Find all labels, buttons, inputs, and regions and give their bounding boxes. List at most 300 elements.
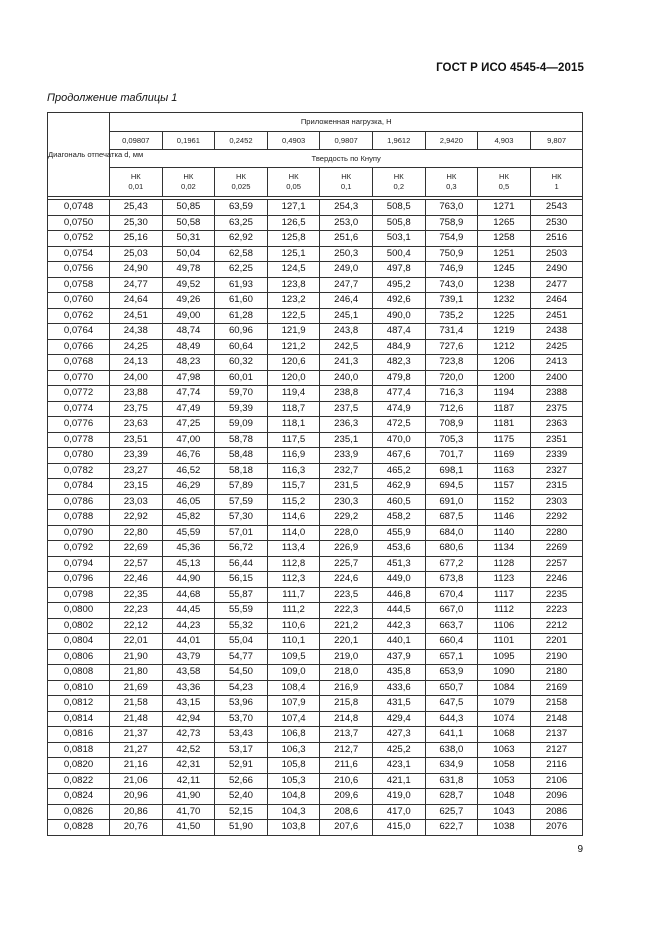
hardness-cell: 49,00 [162,308,215,324]
hardness-cell: 254,3 [320,200,373,216]
hardness-cell: 739,1 [425,293,478,309]
hardness-cell: 55,59 [215,603,268,619]
hardness-cell: 63,59 [215,200,268,216]
hardness-cell: 1232 [478,293,531,309]
table-row [48,246,583,262]
hardness-cell: 224,6 [320,572,373,588]
hk-scale-header [372,168,425,197]
table-row [48,603,583,619]
diagonal-cell: 0,0792 [48,541,110,557]
hardness-cell: 48,49 [162,339,215,355]
diagonal-cell: 0,0788 [48,510,110,526]
hardness-cell: 21,37 [110,727,163,743]
hardness-cell: 622,7 [425,820,478,836]
hardness-cell: 250,3 [320,246,373,262]
hardness-cell: 55,04 [215,634,268,650]
hardness-cell: 109,0 [267,665,320,681]
hk-label: НК [183,172,194,181]
diagonal-cell: 0,0800 [48,603,110,619]
hardness-cell: 2235 [530,587,583,603]
hardness-cell: 1219 [478,324,531,340]
hardness-cell: 23,15 [110,479,163,495]
hardness-cell: 207,6 [320,820,373,836]
diagonal-cell: 0,0760 [48,293,110,309]
hardness-cell: 2076 [530,820,583,836]
hardness-cell: 701,7 [425,448,478,464]
hardness-cell: 231,5 [320,479,373,495]
hardness-cell: 48,23 [162,355,215,371]
hardness-cell: 110,6 [267,618,320,634]
hk-scale-value: 0,2 [393,182,405,191]
hardness-cell: 2327 [530,463,583,479]
table-row [48,510,583,526]
hardness-cell: 22,12 [110,618,163,634]
hardness-cell: 2106 [530,773,583,789]
hardness-cell: 52,40 [215,789,268,805]
hardness-cell: 49,26 [162,293,215,309]
hardness-cell: 1187 [478,401,531,417]
hardness-cell: 223,5 [320,587,373,603]
hardness-cell: 1095 [478,649,531,665]
hk-scale-header [425,168,478,197]
hardness-cell: 228,0 [320,525,373,541]
table-row [48,758,583,774]
hardness-cell: 433,6 [372,680,425,696]
load-value-header: 4,903 [478,132,531,150]
hardness-cell: 116,9 [267,448,320,464]
hardness-cell: 2223 [530,603,583,619]
hardness-cell: 423,1 [372,758,425,774]
hardness-cell: 653,9 [425,665,478,681]
hk-scale-value: 0,1 [340,182,352,191]
hk-scale-header [320,168,373,197]
diagonal-cell: 0,0820 [48,758,110,774]
hardness-cell: 1038 [478,820,531,836]
hardness-cell: 458,2 [372,510,425,526]
hardness-cell: 111,7 [267,587,320,603]
table-header [48,113,583,197]
hardness-cell: 50,04 [162,246,215,262]
hardness-cell: 106,3 [267,742,320,758]
hardness-cell: 25,03 [110,246,163,262]
hk-scale-value: 0,02 [181,182,196,191]
hardness-cell: 23,27 [110,463,163,479]
diagonal-cell: 0,0758 [48,277,110,293]
hardness-cell: 2400 [530,370,583,386]
hardness-cell: 21,27 [110,742,163,758]
hardness-cell: 46,76 [162,448,215,464]
hardness-cell: 1053 [478,773,531,789]
hardness-cell: 638,0 [425,742,478,758]
diagonal-cell: 0,0784 [48,479,110,495]
table-row [48,200,583,216]
hardness-cell: 238,8 [320,386,373,402]
hardness-cell: 1181 [478,417,531,433]
hk-label: НК [551,172,562,181]
diagonal-cell: 0,0752 [48,231,110,247]
table-row [48,277,583,293]
hardness-cell: 437,9 [372,649,425,665]
hardness-cell: 1157 [478,479,531,495]
hardness-cell: 691,0 [425,494,478,510]
hardness-cell: 705,3 [425,432,478,448]
hardness-cell: 2388 [530,386,583,402]
diagonal-cell: 0,0776 [48,417,110,433]
table-row [48,231,583,247]
hardness-cell: 431,5 [372,696,425,712]
hardness-cell: 46,05 [162,494,215,510]
hardness-cell: 694,5 [425,479,478,495]
hardness-cell: 50,58 [162,215,215,231]
hardness-cell: 24,51 [110,308,163,324]
hardness-cell: 249,0 [320,262,373,278]
hardness-cell: 698,1 [425,463,478,479]
hardness-cell: 673,8 [425,572,478,588]
table-row [48,742,583,758]
hardness-cell: 2303 [530,494,583,510]
hardness-cell: 479,8 [372,370,425,386]
hk-scale-header [215,168,268,197]
table-row [48,665,583,681]
table-row [48,572,583,588]
diagonal-cell: 0,0750 [48,215,110,231]
hardness-cell: 663,7 [425,618,478,634]
hardness-cell: 2425 [530,339,583,355]
diagonal-cell: 0,0780 [48,448,110,464]
hardness-cell: 235,1 [320,432,373,448]
hardness-cell: 45,59 [162,525,215,541]
hardness-cell: 43,58 [162,665,215,681]
diagonal-cell: 0,0814 [48,711,110,727]
hardness-cell: 24,77 [110,277,163,293]
hardness-cell: 482,3 [372,355,425,371]
hardness-cell: 108,4 [267,680,320,696]
hardness-cell: 230,3 [320,494,373,510]
diagonal-cell: 0,0782 [48,463,110,479]
hardness-cell: 215,8 [320,696,373,712]
hardness-cell: 22,46 [110,572,163,588]
load-value-header: 0,4903 [267,132,320,150]
table-row [48,401,583,417]
diagonal-cell: 0,0810 [48,680,110,696]
hardness-cell: 495,2 [372,277,425,293]
hk-scale-header [267,168,320,197]
hardness-cell: 497,8 [372,262,425,278]
hardness-cell: 42,31 [162,758,215,774]
hardness-cell: 51,90 [215,820,268,836]
hardness-cell: 708,9 [425,417,478,433]
hardness-cell: 1112 [478,603,531,619]
diagonal-cell: 0,0794 [48,556,110,572]
knoop-hardness-table [47,112,583,836]
table-row [48,804,583,820]
hardness-cell: 61,93 [215,277,268,293]
hardness-cell: 124,5 [267,262,320,278]
hardness-cell: 477,4 [372,386,425,402]
hardness-cell: 126,5 [267,215,320,231]
hardness-cell: 119,4 [267,386,320,402]
hardness-cell: 1043 [478,804,531,820]
table-row [48,370,583,386]
table-row [48,355,583,371]
hardness-cell: 60,64 [215,339,268,355]
hardness-cell: 716,3 [425,386,478,402]
hardness-cell: 660,4 [425,634,478,650]
scales-row [48,168,583,197]
hardness-cell: 55,87 [215,587,268,603]
hardness-cell: 24,38 [110,324,163,340]
hardness-cell: 121,9 [267,324,320,340]
hardness-cell: 56,44 [215,556,268,572]
hardness-cell: 45,13 [162,556,215,572]
diagonal-header: Диагональ отпечатка d, мм [48,113,110,197]
hardness-cell: 1251 [478,246,531,262]
table-row [48,541,583,557]
hardness-cell: 22,23 [110,603,163,619]
hardness-cell: 1074 [478,711,531,727]
hardness-cell: 107,9 [267,696,320,712]
hardness-cell: 210,6 [320,773,373,789]
hardness-cell: 442,3 [372,618,425,634]
diagonal-cell: 0,0824 [48,789,110,805]
hardness-cell: 657,1 [425,649,478,665]
hardness-cell: 667,0 [425,603,478,619]
hardness-cell: 21,69 [110,680,163,696]
table-row [48,820,583,836]
hardness-cell: 114,6 [267,510,320,526]
diagonal-cell: 0,0798 [48,587,110,603]
hardness-cell: 52,15 [215,804,268,820]
table-row [48,773,583,789]
hardness-cell: 21,16 [110,758,163,774]
hardness-cell: 125,1 [267,246,320,262]
hardness-cell: 2127 [530,742,583,758]
hardness-cell: 211,6 [320,758,373,774]
hardness-cell: 484,9 [372,339,425,355]
hardness-cell: 225,7 [320,556,373,572]
hardness-cell: 115,7 [267,479,320,495]
hardness-cell: 490,0 [372,308,425,324]
load-value-header: 2,9420 [425,132,478,150]
hardness-cell: 1106 [478,618,531,634]
hardness-cell: 2438 [530,324,583,340]
hardness-cell: 680,6 [425,541,478,557]
hardness-cell: 209,6 [320,789,373,805]
hardness-cell: 57,01 [215,525,268,541]
hardness-cell: 750,9 [425,246,478,262]
hardness-cell: 62,58 [215,246,268,262]
hardness-cell: 61,60 [215,293,268,309]
hardness-cell: 117,5 [267,432,320,448]
hardness-cell: 2086 [530,804,583,820]
table-row [48,417,583,433]
hardness-cell: 22,01 [110,634,163,650]
hardness-cell: 1194 [478,386,531,402]
hardness-cell: 631,8 [425,773,478,789]
hardness-cell: 21,90 [110,649,163,665]
hardness-cell: 253,0 [320,215,373,231]
hardness-cell: 110,1 [267,634,320,650]
hardness-cell: 236,3 [320,417,373,433]
hardness-cell: 237,5 [320,401,373,417]
hardness-cell: 460,5 [372,494,425,510]
hardness-cell: 1048 [478,789,531,805]
hardness-cell: 2116 [530,758,583,774]
diagonal-cell: 0,0826 [48,804,110,820]
hardness-cell: 42,94 [162,711,215,727]
table-row [48,479,583,495]
hardness-cell: 21,06 [110,773,163,789]
hardness-cell: 41,70 [162,804,215,820]
hardness-cell: 52,91 [215,758,268,774]
hardness-cell: 641,1 [425,727,478,743]
hardness-cell: 2201 [530,634,583,650]
hardness-cell: 2503 [530,246,583,262]
hk-scale-header [530,168,583,197]
hardness-cell: 44,23 [162,618,215,634]
hardness-cell: 1084 [478,680,531,696]
page-number: 9 [577,844,583,855]
hardness-cell: 505,8 [372,215,425,231]
diagonal-cell: 0,0762 [48,308,110,324]
hardness-cell: 219,0 [320,649,373,665]
hardness-cell: 46,29 [162,479,215,495]
hardness-cell: 712,6 [425,401,478,417]
hardness-cell: 240,0 [320,370,373,386]
hardness-cell: 60,96 [215,324,268,340]
hardness-cell: 214,8 [320,711,373,727]
hardness-cell: 417,0 [372,804,425,820]
hardness-cell: 425,2 [372,742,425,758]
hardness-cell: 449,0 [372,572,425,588]
hardness-cell: 2543 [530,200,583,216]
hardness-cell: 2451 [530,308,583,324]
diagonal-cell: 0,0778 [48,432,110,448]
hardness-cell: 118,1 [267,417,320,433]
hardness-cell: 415,0 [372,820,425,836]
hardness-cell: 123,2 [267,293,320,309]
hardness-cell: 111,2 [267,603,320,619]
hardness-cell: 508,5 [372,200,425,216]
diagonal-cell: 0,0806 [48,649,110,665]
hardness-cell: 114,0 [267,525,320,541]
diagonal-cell: 0,0786 [48,494,110,510]
hardness-cell: 121,2 [267,339,320,355]
hardness-cell: 2137 [530,727,583,743]
hardness-cell: 106,8 [267,727,320,743]
loads-row [48,132,583,150]
hardness-cell: 57,89 [215,479,268,495]
hardness-cell: 59,09 [215,417,268,433]
hardness-cell: 421,1 [372,773,425,789]
hardness-cell: 53,17 [215,742,268,758]
hardness-cell: 2246 [530,572,583,588]
table-row [48,680,583,696]
hardness-cell: 24,90 [110,262,163,278]
hardness-cell: 1206 [478,355,531,371]
hardness-cell: 216,9 [320,680,373,696]
hardness-cell: 50,85 [162,200,215,216]
hardness-cell: 251,6 [320,231,373,247]
hardness-cell: 23,51 [110,432,163,448]
hardness-cell: 213,7 [320,727,373,743]
table-row [48,649,583,665]
hardness-cell: 48,74 [162,324,215,340]
hardness-cell: 53,43 [215,727,268,743]
hardness-cell: 41,90 [162,789,215,805]
hardness-cell: 112,8 [267,556,320,572]
hardness-cell: 112,3 [267,572,320,588]
hardness-cell: 2190 [530,649,583,665]
hardness-cell: 23,39 [110,448,163,464]
table-row [48,463,583,479]
hardness-cell: 53,96 [215,696,268,712]
hardness-cell: 670,4 [425,587,478,603]
hardness-cell: 1063 [478,742,531,758]
hardness-cell: 2339 [530,448,583,464]
hardness-cell: 54,23 [215,680,268,696]
hardness-cell: 58,78 [215,432,268,448]
hardness-cell: 122,5 [267,308,320,324]
table-body [48,200,583,836]
table-row [48,711,583,727]
load-value-header: 0,2452 [215,132,268,150]
table-row [48,789,583,805]
hardness-cell: 50,31 [162,231,215,247]
hardness-cell: 625,7 [425,804,478,820]
hardness-cell: 735,2 [425,308,478,324]
hardness-cell: 758,9 [425,215,478,231]
diagonal-cell: 0,0764 [48,324,110,340]
hardness-cell: 208,6 [320,804,373,820]
hardness-cell: 47,98 [162,370,215,386]
hardness-cell: 49,52 [162,277,215,293]
hk-scale-value: 0,01 [128,182,144,191]
table-row [48,324,583,340]
hardness-cell: 2375 [530,401,583,417]
hardness-cell: 221,2 [320,618,373,634]
hardness-cell: 2180 [530,665,583,681]
table-row [48,696,583,712]
hardness-cell: 127,1 [267,200,320,216]
hardness-cell: 20,76 [110,820,163,836]
hardness-cell: 1238 [478,277,531,293]
hardness-cell: 21,58 [110,696,163,712]
hardness-cell: 2477 [530,277,583,293]
hardness-cell: 115,2 [267,494,320,510]
hardness-cell: 24,25 [110,339,163,355]
hardness-cell: 500,4 [372,246,425,262]
hardness-cell: 419,0 [372,789,425,805]
hardness-cell: 446,8 [372,587,425,603]
hardness-cell: 25,43 [110,200,163,216]
hardness-cell: 120,0 [267,370,320,386]
diagonal-cell: 0,0754 [48,246,110,262]
hardness-cell: 22,57 [110,556,163,572]
hardness-cell: 2096 [530,789,583,805]
hardness-cell: 42,73 [162,727,215,743]
hardness-cell: 2351 [530,432,583,448]
hardness-cell: 232,7 [320,463,373,479]
hardness-cell: 218,0 [320,665,373,681]
hardness-cell: 43,79 [162,649,215,665]
hardness-cell: 1152 [478,494,531,510]
hardness-cell: 435,8 [372,665,425,681]
hardness-cell: 465,2 [372,463,425,479]
hardness-cell: 243,8 [320,324,373,340]
hardness-cell: 104,3 [267,804,320,820]
hardness-cell: 49,78 [162,262,215,278]
